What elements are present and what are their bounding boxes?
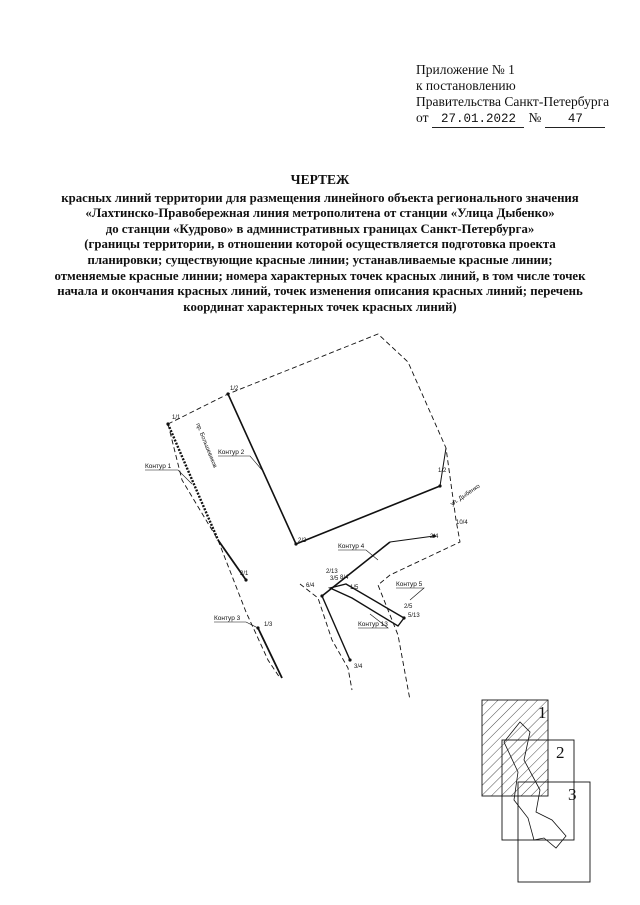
- decree-date: 27.01.2022: [432, 111, 524, 128]
- point-label: 1/1: [172, 415, 181, 421]
- contour-4-label: Контур 4: [338, 543, 365, 550]
- point-label: 10/4: [456, 520, 468, 526]
- title-line: отменяемые красные линии; номера характерных точек красных линий, в том числе точек: [54, 268, 586, 283]
- contour-1-label: Контур 1: [145, 463, 172, 470]
- title-line: красных линий территории для размещения линейного объекта регионального значения: [61, 190, 579, 205]
- street-label-bolshevikov: пр. Большевиков: [194, 422, 218, 469]
- number-prefix: №: [528, 110, 542, 125]
- point-label: 2/13: [326, 569, 338, 575]
- territory-boundary: [168, 334, 460, 700]
- point-label: 2/2: [298, 538, 307, 544]
- title-line: «Лахтинско-Правобережная линия метрополитена от станции «Улица Дыбенко»: [85, 206, 555, 221]
- point-label: 8/4: [340, 575, 349, 581]
- point-label: 3/4: [354, 664, 363, 670]
- point-label: 1/2: [438, 468, 447, 474]
- point-label: 2/4: [430, 534, 439, 540]
- key-map-sheet-3: [518, 782, 590, 882]
- key-map-sheet-3-label: 3: [568, 785, 577, 804]
- appendix-line-3: Правительства Санкт-Петербурга: [416, 94, 610, 109]
- title-heading: ЧЕРТЕЖ: [290, 172, 350, 187]
- point-label: 1/5: [350, 585, 359, 591]
- point-label: 2/5: [404, 604, 413, 610]
- point-label: 1/2: [230, 386, 239, 392]
- decree-number: 47: [545, 111, 605, 128]
- point-markers: [166, 392, 441, 661]
- point-label: 1/3: [264, 622, 273, 628]
- contour-2-label: Контур 2: [218, 449, 245, 456]
- title-line: до станции «Кудрово» в административных границах Санкт-Петербурга»: [105, 221, 535, 236]
- title-line: планировки; существующие красные линии; устанавливаемые красные линии;: [87, 252, 553, 267]
- date-prefix: от: [416, 110, 429, 125]
- title-line: начала и окончания красных линий, точек изменения описания красных линий; перечень: [57, 284, 583, 299]
- contour-leaders: [145, 456, 424, 628]
- point-label: 5/13: [408, 613, 420, 619]
- key-map-sheet-1-label: 1: [538, 703, 547, 722]
- appendix-line-2: к постановлению: [416, 78, 516, 93]
- point-label: 6/4: [306, 583, 315, 589]
- contour-5-label: Контур 5: [396, 581, 423, 588]
- key-map-sheet-2-label: 2: [556, 743, 565, 762]
- contour-3-label: Контур 3: [214, 615, 241, 622]
- street-label-dybenko: ул. Дыбенко: [449, 483, 482, 508]
- title-line: координат характерных точек красных линий): [183, 299, 457, 314]
- contour-13-label: Контур 13: [358, 621, 388, 628]
- key-map: [482, 700, 590, 882]
- point-label: 2/1: [240, 571, 249, 577]
- red-lines: [168, 394, 446, 678]
- title-line: (границы территории, в отношении которой осуществляется подготовка проекта: [84, 237, 556, 252]
- point-label: 3/5: [330, 576, 339, 582]
- appendix-line-1: Приложение № 1: [416, 62, 515, 77]
